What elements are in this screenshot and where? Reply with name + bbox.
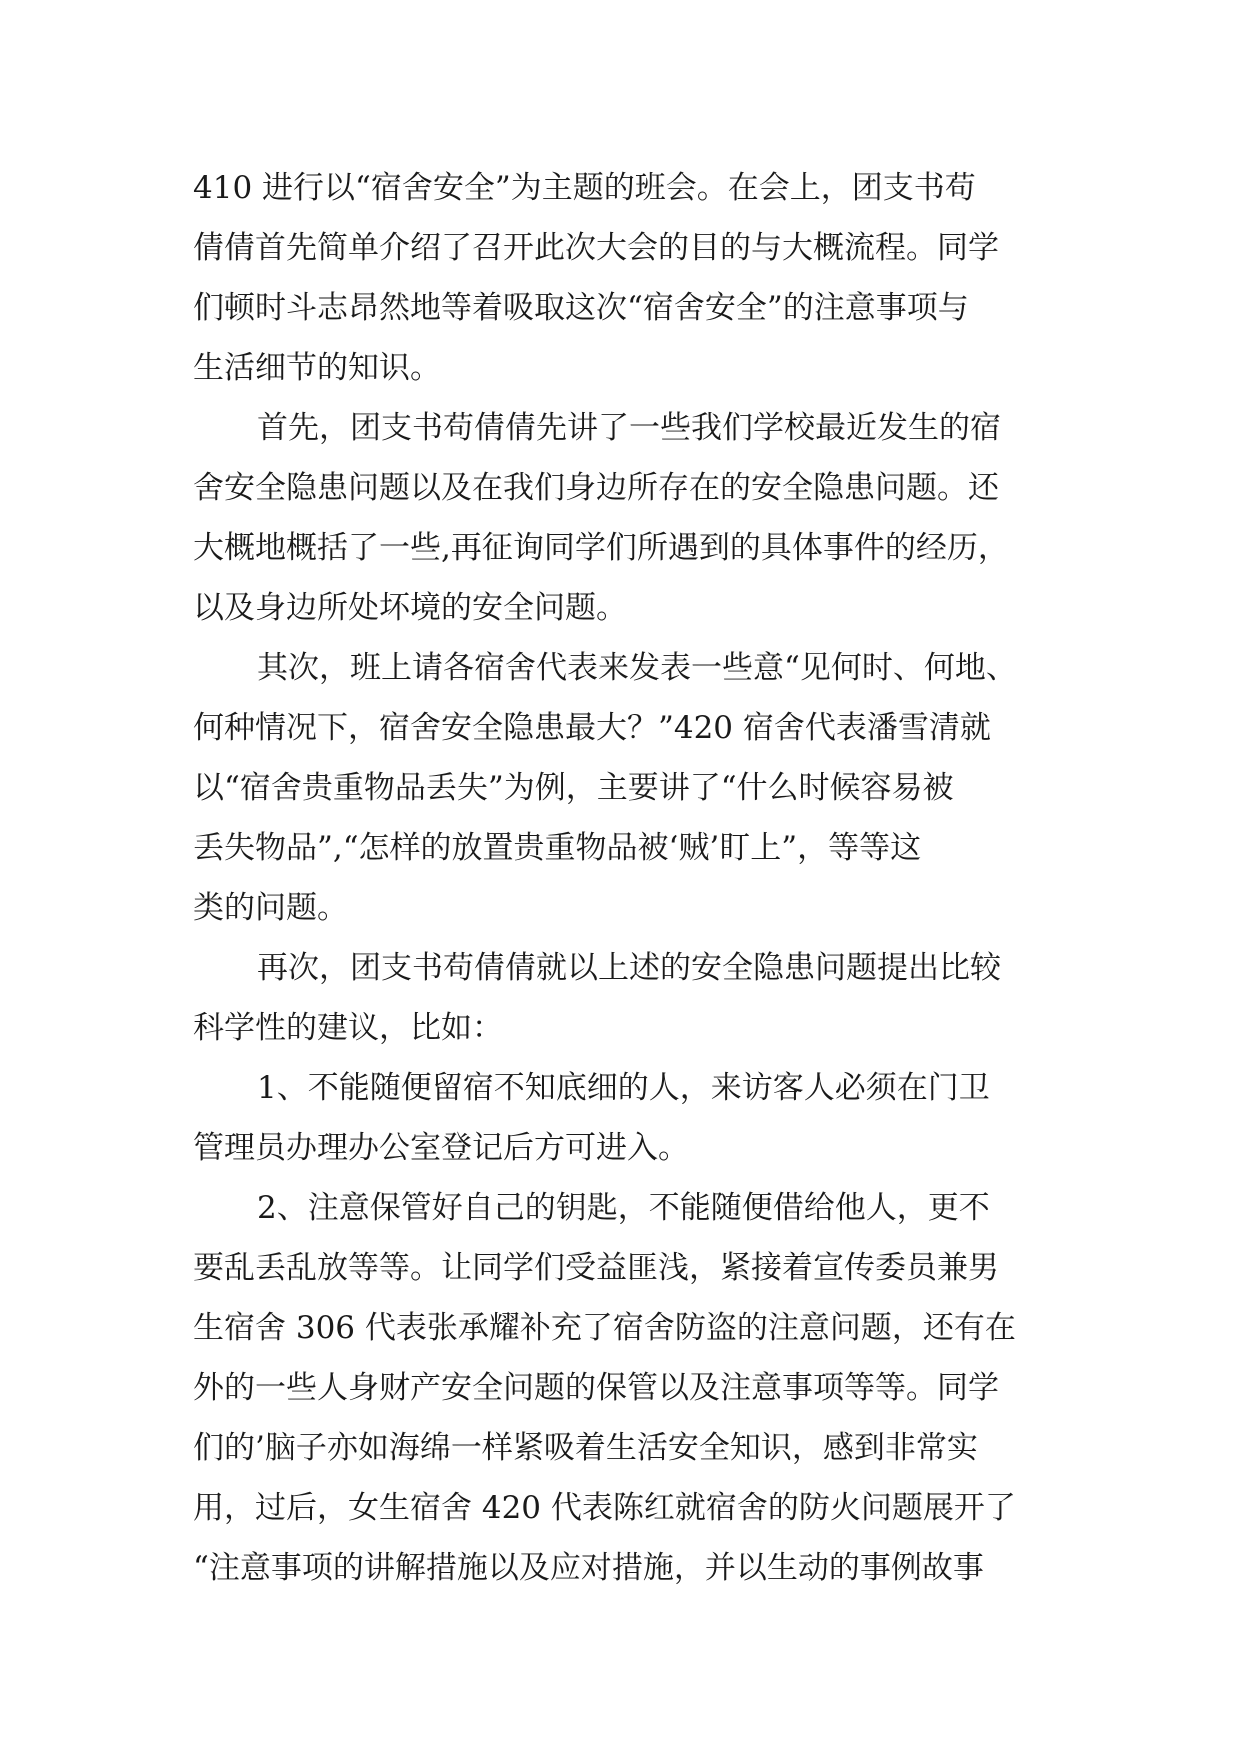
text-line: 舍安全隐患问题以及在我们身边所存在的安全隐患问题。还 <box>193 470 999 506</box>
text-line: 其次，班上请各宿舍代表来发表一些意“见何时、何地、 <box>257 650 1017 686</box>
text-line: 2、注意保管好自己的钥匙，不能随便借给他人，更不 <box>257 1190 990 1226</box>
text-line: 管理员办理办公室登记后方可进入。 <box>193 1130 689 1166</box>
text-line: 科学性的建议，比如： <box>193 1010 503 1046</box>
text-line: 1、不能随便留宿不知底细的人，来访客人必须在门卫 <box>257 1070 990 1106</box>
text-line: 们的’脑子亦如海绵一样紧吸着生活安全知识，感到非常实 <box>193 1430 978 1466</box>
text-line: 410 进行以“宿舍安全”为主题的班会。在会上，团支书苟 <box>193 170 976 206</box>
text-line: “注意事项的讲解措施以及应对措施，并以生动的事例故事 <box>193 1550 984 1586</box>
text-line: 生宿舍 306 代表张承耀补充了宿舍防盗的注意问题，还有在 <box>193 1310 1016 1346</box>
text-line: 大概地概括了一些,再征询同学们所遇到的具体事件的经历， <box>193 530 1009 566</box>
text-line: 用，过后，女生宿舍 420 代表陈红就宿舍的防火问题展开了 <box>193 1490 1016 1526</box>
text-line: 们顿时斗志昂然地等着吸取这次“宿舍安全”的注意事项与 <box>193 290 969 326</box>
text-line: 倩倩首先简单介绍了召开此次大会的目的与大概流程。同学 <box>193 230 999 266</box>
text-line: 以及身边所处坏境的安全问题。 <box>193 590 627 626</box>
text-line: 丢失物品”,“怎样的放置贵重物品被‘贼’盯上”，等等这 <box>193 830 922 866</box>
text-line: 要乱丢乱放等等。让同学们受益匪浅，紧接着宣传委员兼男 <box>193 1250 999 1286</box>
text-line: 首先，团支书苟倩倩先讲了一些我们学校最近发生的宿 <box>257 410 1001 446</box>
text-line: 生活细节的知识。 <box>193 350 441 386</box>
document-body <box>193 158 1049 1598</box>
text-line: 何种情况下，宿舍安全隐患最大？”420 宿舍代表潘雪清就 <box>193 710 991 746</box>
text-line: 以“宿舍贵重物品丢失”为例，主要讲了“什么时候容易被 <box>193 770 954 806</box>
text-line: 类的问题。 <box>193 890 348 926</box>
text-line: 外的一些人身财产安全问题的保管以及注意事项等等。同学 <box>193 1370 999 1406</box>
text-line: 再次，团支书苟倩倩就以上述的安全隐患问题提出比较 <box>257 950 1001 986</box>
